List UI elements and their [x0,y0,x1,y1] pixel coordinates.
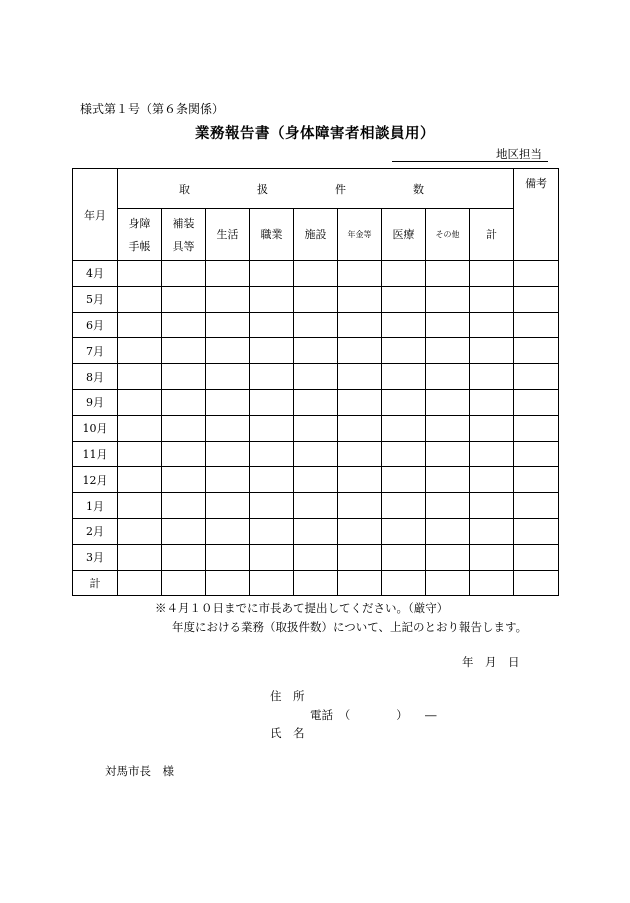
column-header [162,209,206,261]
count-cell[interactable] [162,338,206,364]
count-cell[interactable] [294,493,338,519]
count-cell[interactable] [338,441,382,467]
count-cell[interactable] [206,338,250,364]
count-cell[interactable] [338,364,382,390]
count-cell[interactable] [162,441,206,467]
count-cell[interactable] [338,286,382,312]
count-cell[interactable] [250,441,294,467]
month-label: 9月 [73,389,118,415]
remarks-cell[interactable] [514,389,559,415]
table-row [73,467,559,493]
month-label: 2月 [73,518,118,544]
month-label: 3月 [73,544,118,570]
count-cell[interactable] [250,518,294,544]
column-header-line1: その他 [435,230,460,239]
count-cell[interactable] [338,493,382,519]
count-cell[interactable] [294,286,338,312]
count-cell[interactable] [118,467,162,493]
date-line[interactable]: 年 月 日 [462,655,520,669]
addressee: 対馬市長 様 [105,764,174,778]
count-cell[interactable] [250,467,294,493]
table-row [73,544,559,570]
count-cell[interactable] [382,544,426,570]
count-cell[interactable] [470,364,514,390]
count-cell[interactable] [206,261,250,287]
column-header-line1: 生活 [216,228,239,241]
remarks-cell[interactable] [514,286,559,312]
count-cell[interactable] [294,364,338,390]
month-label: 7月 [73,338,118,364]
count-cell[interactable] [382,389,426,415]
count-cell[interactable] [294,467,338,493]
count-cell[interactable] [338,467,382,493]
month-label: 12月 [73,467,118,493]
remarks-header: 備考 [514,169,559,261]
count-cell[interactable] [426,389,470,415]
count-cell[interactable] [206,493,250,519]
table-row [73,415,559,441]
count-cell[interactable] [206,364,250,390]
count-cell[interactable] [162,467,206,493]
count-cell[interactable] [470,493,514,519]
count-cell[interactable] [118,312,162,338]
count-cell[interactable] [118,493,162,519]
count-cell[interactable] [118,261,162,287]
count-cell[interactable] [294,570,338,596]
count-cell[interactable] [294,338,338,364]
count-cell[interactable] [294,312,338,338]
count-cell[interactable] [426,467,470,493]
table-row [73,261,559,287]
table-row [73,493,559,519]
remarks-cell[interactable] [514,415,559,441]
document-title: 業務報告書（身体障害者相談員用） [195,125,435,142]
count-cell[interactable] [426,493,470,519]
count-cell[interactable] [118,518,162,544]
count-cell[interactable] [426,364,470,390]
report-statement: 年度における業務（取扱件数）について、上記のとおり報告します。 [172,620,528,634]
count-cell[interactable] [338,518,382,544]
count-cell[interactable] [470,312,514,338]
month-label: 10月 [73,415,118,441]
table-row [73,364,559,390]
count-cell[interactable] [470,415,514,441]
remarks-cell[interactable] [514,518,559,544]
table-row [73,389,559,415]
count-cell[interactable] [118,286,162,312]
count-cell[interactable] [426,338,470,364]
count-cell[interactable] [162,261,206,287]
remarks-cell[interactable] [514,338,559,364]
count-cell[interactable] [470,261,514,287]
count-cell[interactable] [206,544,250,570]
count-cell[interactable] [162,389,206,415]
column-header [206,209,250,261]
remarks-cell[interactable] [514,467,559,493]
count-cell[interactable] [162,518,206,544]
count-cell[interactable] [426,570,470,596]
count-cell[interactable] [250,415,294,441]
count-cell[interactable] [338,389,382,415]
month-label: 8月 [73,364,118,390]
count-cell[interactable] [470,286,514,312]
column-header [382,209,426,261]
year-month-header: 年月 [73,169,118,261]
count-cell[interactable] [206,441,250,467]
count-cell[interactable] [206,312,250,338]
count-cell[interactable] [250,338,294,364]
count-cell[interactable] [470,338,514,364]
count-cell[interactable] [250,493,294,519]
address-label: 住 所 [270,689,305,703]
count-cell[interactable] [382,415,426,441]
form-number: 様式第１号（第６条関係） [80,102,225,116]
count-cell[interactable] [250,389,294,415]
remarks-cell[interactable] [514,312,559,338]
count-cell[interactable] [118,441,162,467]
count-cell[interactable] [426,261,470,287]
count-cell[interactable] [294,415,338,441]
name-label: 氏 名 [270,726,305,740]
table-row [73,518,559,544]
table-row [73,441,559,467]
count-cell[interactable] [382,518,426,544]
count-cell[interactable] [382,364,426,390]
month-label: 5月 [73,286,118,312]
count-cell[interactable] [294,261,338,287]
count-cell[interactable] [470,570,514,596]
column-header-line1: 補装 [172,216,195,230]
count-cell[interactable] [338,415,382,441]
count-cell[interactable] [382,467,426,493]
count-cell[interactable] [162,570,206,596]
count-cell[interactable] [382,338,426,364]
count-cell[interactable] [206,415,250,441]
count-cell[interactable] [162,364,206,390]
count-cell[interactable] [162,493,206,519]
remarks-cell[interactable] [514,493,559,519]
phone-line: 電話 （ ） ― [310,708,437,722]
count-cell[interactable] [206,467,250,493]
column-header [118,209,162,261]
column-header-line1: 職業 [260,228,283,241]
count-cell[interactable] [250,364,294,390]
count-cell[interactable] [382,261,426,287]
count-cell[interactable] [470,518,514,544]
count-cell[interactable] [338,261,382,287]
count-cell[interactable] [294,441,338,467]
district-label: 地区担当 [496,147,542,161]
count-cell[interactable] [426,415,470,441]
table-row [73,286,559,312]
remarks-cell[interactable] [514,441,559,467]
count-cell[interactable] [118,338,162,364]
count-cell[interactable] [118,570,162,596]
report-table [72,168,559,596]
column-header-line2: 手帳 [128,239,151,253]
count-cell[interactable] [426,518,470,544]
count-cell[interactable] [118,544,162,570]
count-cell[interactable] [294,544,338,570]
table-row [73,338,559,364]
remarks-cell[interactable] [514,261,559,287]
submission-note: ※４月１０日までに市長あて提出してください。（厳守） [155,601,449,615]
column-header-line1: 医療 [392,228,415,241]
count-group-header: 取 扱 件 数 [118,169,514,209]
count-cell[interactable] [118,364,162,390]
count-cell[interactable] [470,389,514,415]
month-label: 11月 [73,441,118,467]
table-row [73,570,559,596]
count-cell[interactable] [294,518,338,544]
count-cell[interactable] [250,544,294,570]
column-header [470,209,514,261]
column-header [250,209,294,261]
count-cell[interactable] [206,570,250,596]
column-header [426,209,470,261]
column-header-line1: 施設 [304,228,327,241]
count-cell[interactable] [470,467,514,493]
count-cell[interactable] [338,338,382,364]
count-cell[interactable] [250,286,294,312]
column-header-line1: 計 [486,228,498,241]
count-cell[interactable] [338,570,382,596]
count-cell[interactable] [162,312,206,338]
count-cell[interactable] [206,286,250,312]
column-header-line2: 具等 [172,239,195,253]
column-header-line1: 身障 [128,216,151,230]
district-field[interactable] [392,146,548,162]
month-label: 1月 [73,493,118,519]
table-row [73,312,559,338]
count-cell[interactable] [426,441,470,467]
count-cell[interactable] [338,312,382,338]
remarks-cell[interactable] [514,544,559,570]
count-cell[interactable] [250,312,294,338]
remarks-cell[interactable] [514,364,559,390]
count-cell[interactable] [162,544,206,570]
count-cell[interactable] [118,389,162,415]
count-cell[interactable] [250,261,294,287]
month-label: 4月 [73,261,118,287]
count-cell[interactable] [206,389,250,415]
count-cell[interactable] [470,441,514,467]
column-header-line1: 年金等 [347,230,372,239]
count-cell[interactable] [294,389,338,415]
count-cell[interactable] [470,544,514,570]
count-cell[interactable] [426,544,470,570]
month-label: 計 [73,570,118,596]
count-cell[interactable] [382,493,426,519]
count-cell[interactable] [382,570,426,596]
month-label: 6月 [73,312,118,338]
count-cell[interactable] [338,544,382,570]
column-header [338,209,382,261]
count-cell[interactable] [206,518,250,544]
count-cell[interactable] [118,415,162,441]
count-cell[interactable] [382,441,426,467]
remarks-cell[interactable] [514,570,559,596]
count-cell[interactable] [382,312,426,338]
column-header [294,209,338,261]
count-cell[interactable] [426,286,470,312]
count-cell[interactable] [382,286,426,312]
count-cell[interactable] [426,312,470,338]
count-cell[interactable] [162,415,206,441]
count-cell[interactable] [250,570,294,596]
count-cell[interactable] [162,286,206,312]
